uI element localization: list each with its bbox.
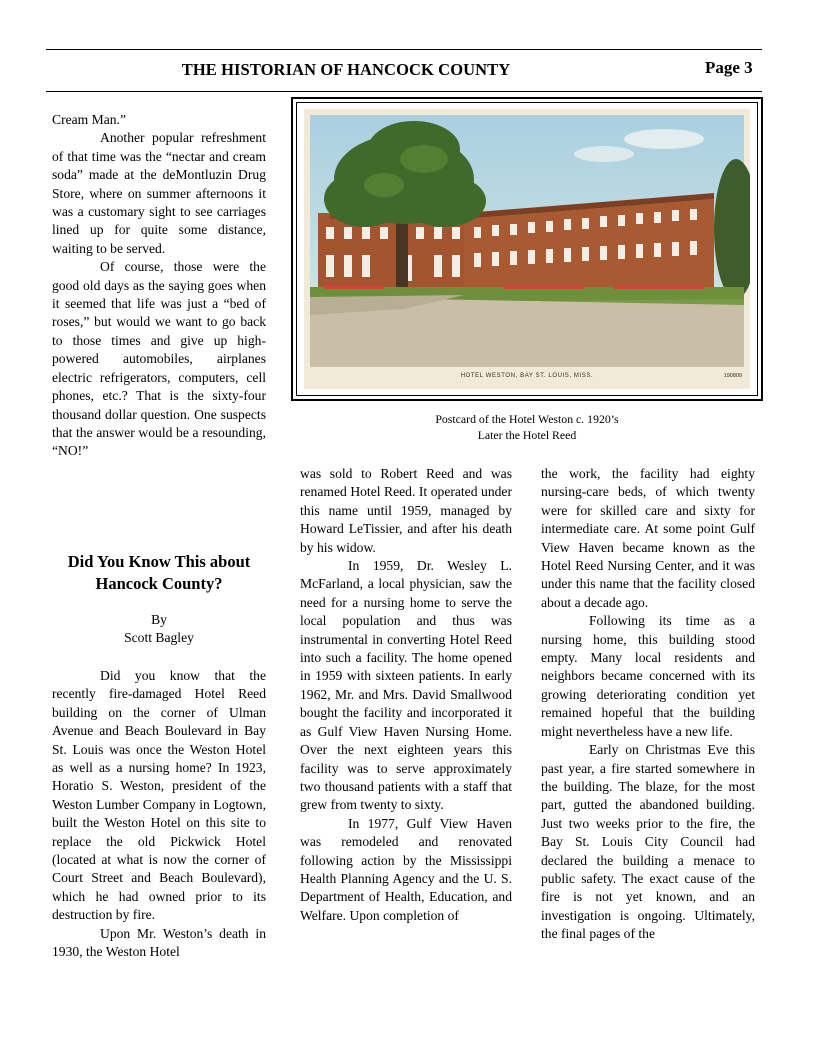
- postcard-frame: [291, 97, 763, 401]
- article-column-3: [541, 465, 755, 944]
- hotel-weston-postcard: [304, 109, 750, 389]
- article-column-1: [52, 667, 266, 962]
- paragraph: Did you know that the recently fire-damaged Hotel Reed building on the corner of Ulman Avenue and Beach Boulevard in Bay St. Louis was once the Weston Hotel as well as a nursing home? In 1923, Horatio S. Weston, president of the Weston Lumber Company in Logtown, built the Weston Hotel on this site to replace the old Pickwick Hotel (located at what is now the corner of Court Street and Beach Boulevard), which he had owned prior to its destruction by fire.: [52, 668, 266, 923]
- paragraph: Of course, those were the good old days as the saying goes when it seemed that life was just a “bed of roses,” but would we want to go back to those times and give up high-powered automobiles, airplanes electric refrigerators, computers, cell phones, etc.? That is the sixty-four thousand dollar question. One suspects that the answer would be a resounding, “NO!”: [52, 259, 266, 459]
- photo-caption-line: Later the Hotel Reed: [477, 428, 577, 442]
- paragraph: the work, the facility had eighty nursing-care beds, of which twenty were for skilled care and sixty for intermediate care. At some point Gulf View Haven became known as the Hotel Reed Nursing Center, and it was under this name that the facility closed about a decade ago.: [541, 466, 755, 610]
- newsletter-title: THE HISTORIAN OF HANCOCK COUNTY: [181, 60, 511, 79]
- author-name: Scott Bagley: [124, 630, 194, 646]
- header-bottom-rule: [46, 91, 762, 92]
- article-title-line: Hancock County?: [95, 574, 223, 593]
- byline-by: By: [151, 612, 167, 627]
- postcard-imprint: HOTEL WESTON, BAY ST. LOUIS, MISS.: [460, 373, 594, 379]
- left-column-continuation: [52, 111, 266, 461]
- cloud: [624, 129, 704, 149]
- postcard-number: 190809: [723, 373, 742, 379]
- paragraph: Following its time as a nursing home, this building stood empty. Many local residents and neighbors became concerned with its growing deteriorating condition yet remained hopeful that the building might nevertheless have a new life.: [541, 613, 755, 739]
- paragraph: In 1959, Dr. Wesley L. McFarland, a local physician, saw the need for a nursing home to serve the local population and thus was instrumental in converting Hotel Reed into such a facility. The home opened in 1959 with sixteen patients. In early 1962, Mr. and Mrs. David Smallwood bought the facility and incorporated it as Gulf View Haven Nursing Home. Over the next eighteen years this facility was to serve approximately two thousand patients with a staff that grew from twenty to sixty.: [300, 558, 512, 813]
- photo-caption-line: Postcard of the Hotel Weston c. 1920’s: [435, 412, 619, 426]
- header-top-rule: [46, 49, 762, 50]
- paragraph: Another popular refreshment of that time was the “nectar and cream soda” made at the deMontluzin Drug Store, where on summer afternoons it was a customary sight to see carriages lined up for quite some distance, waiting to be served.: [52, 130, 266, 256]
- article-title: [46, 551, 272, 595]
- paragraph: Cream Man.”: [52, 112, 126, 127]
- paragraph: Early on Christmas Eve this past year, a fire started somewhere in the building. The blaze, for the most part, gutted the abandoned building. Just two weeks prior to the fire, the Bay St. Louis City Council had declared the building a menace to public safety. The exact cause of the fire is not yet known, and an investigation is ongoing. Ultimately, the final pages of the: [541, 742, 755, 942]
- byline: [52, 611, 266, 648]
- postcard-illustration: [304, 109, 750, 389]
- photo-caption: [291, 411, 763, 443]
- cloud: [574, 146, 634, 162]
- article-column-2: [300, 465, 512, 925]
- paragraph: Upon Mr. Weston’s death in 1930, the Weston Hotel: [52, 925, 266, 960]
- page-number: Page 3: [705, 58, 753, 77]
- paragraph: was sold to Robert Reed and was renamed Hotel Reed. It operated under this name until 1959, managed by Howard LeTissier, and after his death by his widow.: [300, 466, 512, 555]
- flower-beds: [324, 285, 704, 289]
- paragraph: In 1977, Gulf View Haven was remodeled and renovated following action by the Mississippi Health Planning Agency and the U. S. Department of Health, Education, and Welfare. Upon completion of: [300, 815, 512, 923]
- tree-trunk: [396, 219, 408, 291]
- article-title-line: Did You Know This about: [67, 552, 251, 571]
